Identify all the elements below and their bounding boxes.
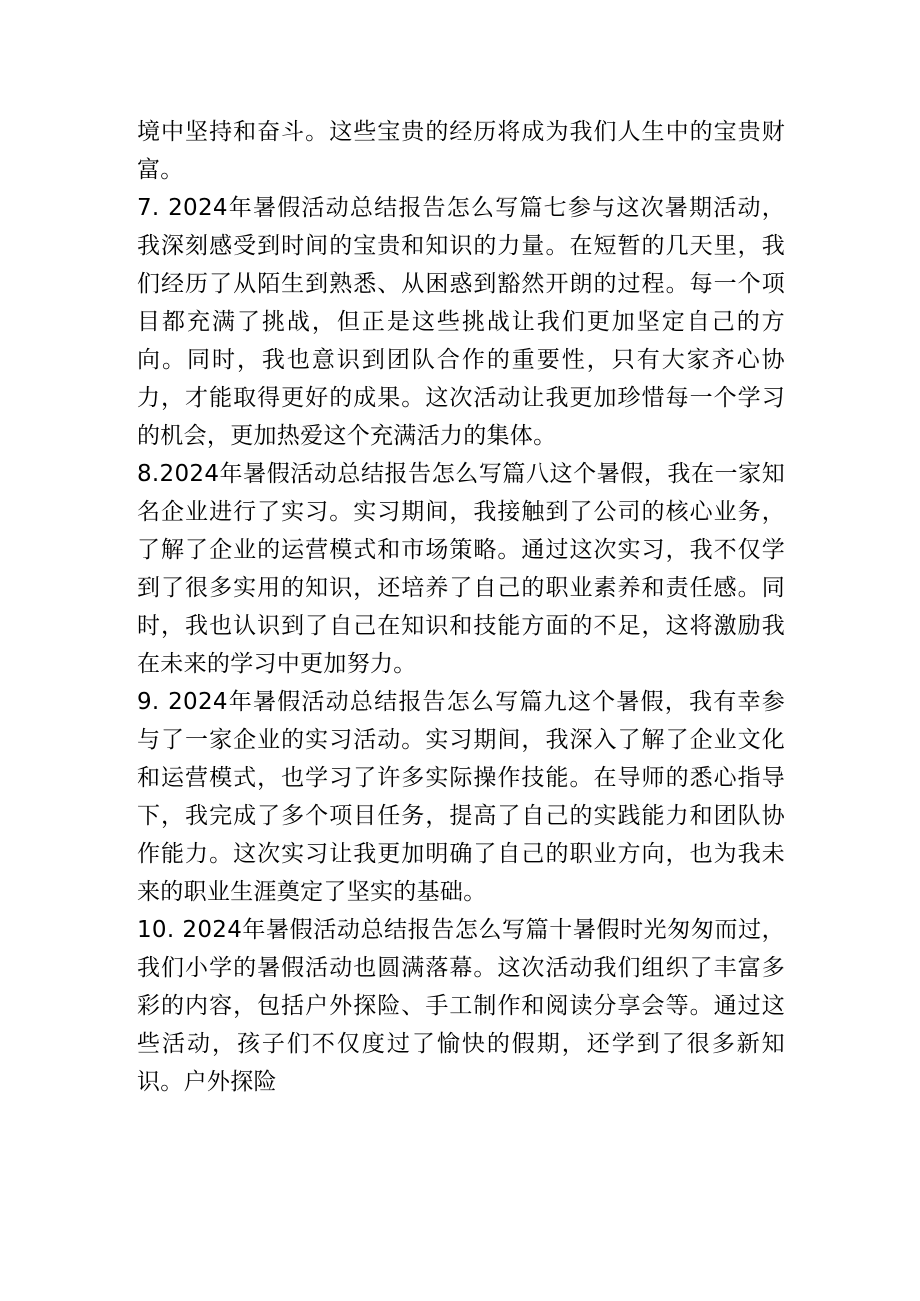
paragraph-section-10: 10. 2024年暑假活动总结报告怎么写篇十暑假时光匆匆而过，我们小学的暑假活动也圆满落幕。这次活动我们组织了丰富多彩的内容，包括户外探险、手工制作和阅读分享会等。通过这些活动，孩子们不仅度过了愉快的假期，还学到了很多新知识。户外探险 (137, 917, 785, 1095)
paragraph-section-8: 8.2024年暑假活动总结报告怎么写篇八这个暑假，我在一家知名企业进行了实习。实习期间，我接触到了公司的核心业务，了解了企业的运营模式和市场策略。通过这次实习，我不仅学到了很多实用的知识，还培养了自己的职业素养和责任感。同时，我也认识到了自己在知识和技能方面的不足，这将激励我在未来的学习中更加努力。 (137, 461, 785, 677)
paragraph-section-9: 9. 2024年暑假活动总结报告怎么写篇九这个暑假，我有幸参与了一家企业的实习活动。实习期间，我深入了解了企业文化和运营模式，也学习了许多实际操作技能。在导师的悉心指导下，我完成了多个项目任务，提高了自己的实践能力和团队协作能力。这次实习让我更加明确了自己的职业方向，也为我未来的职业生涯奠定了坚实的基础。 (137, 689, 785, 905)
paragraph-section-7: 7. 2024年暑假活动总结报告怎么写篇七参与这次暑期活动，我深刻感受到时间的宝贵和知识的力量。在短暂的几天里，我们经历了从陌生到熟悉、从困惑到豁然开朗的过程。每一个项目都充满了挑战，但正是这些挑战让我们更加坚定自己的方向。同时，我也意识到团队合作的重要性，只有大家齐心协力，才能取得更好的成果。这次活动让我更加珍惜每一个学习的机会，更加热爱这个充满活力的集体。 (137, 195, 785, 449)
document-body (137, 113, 785, 1101)
paragraph-continuation: 境中坚持和奋斗。这些宝贵的经历将成为我们人生中的宝贵财富。 (137, 119, 785, 183)
